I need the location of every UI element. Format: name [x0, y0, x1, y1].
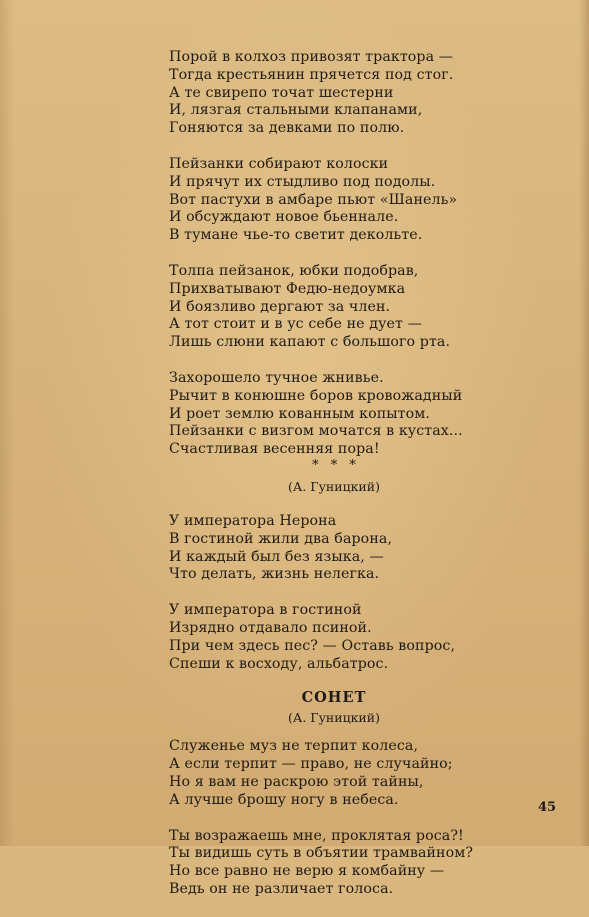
verse-line: У императора в гостиной	[169, 602, 362, 619]
verse-line: В гостиной жили два барона,	[169, 530, 393, 547]
verse-line: Служенье муз не терпит колеса,	[169, 738, 419, 755]
verse-line: При чем здесь пес? — Оставь вопрос,	[169, 637, 456, 654]
verse-line: Захорошело тучное жнивье.	[169, 369, 384, 386]
section-divider: * * *	[312, 457, 360, 473]
verse-line: Гоняются за девками по полю.	[169, 120, 405, 137]
verse-line: Ты видишь суть в объятии трамвайном?	[169, 845, 474, 862]
verse-line: А если терпит — право, не случайно;	[169, 756, 453, 773]
poem1-stanza-4	[169, 370, 499, 459]
verse-line: И, лязгая стальными клапанами,	[169, 102, 423, 119]
verse-line: Порой в колхоз привозят трактора —	[169, 49, 454, 65]
verse-line: Пейзанки собирают колоски	[169, 155, 389, 172]
sonnet-stanza-2	[169, 828, 499, 899]
verse-line: Пейзанки с визгом мочатся в кустах...	[169, 423, 463, 440]
poem1-stanza-3	[169, 263, 499, 352]
verse-line: И прячут их стыдливо под подолы.	[169, 173, 436, 190]
page-edge-right	[579, 0, 589, 846]
poem1-stanza-1	[169, 49, 499, 138]
sonnet-title: СОНЕТ	[301, 689, 367, 707]
poem2-author: (А. Гуницкий)	[288, 478, 380, 494]
verse-line: И боязливо дергают за член.	[169, 298, 391, 315]
verse-line: Рычит в конюшне боров кровожадный	[169, 387, 463, 404]
verse-line: Прихватывают Федю-недоумка	[169, 280, 406, 297]
verse-line: Вот пастухи в амбаре пьют «Шанель»	[169, 191, 458, 208]
verse-line: Но все равно не верю я комбайну —	[169, 863, 445, 880]
verse-line: Лишь слюни капают с большого рта.	[169, 334, 451, 351]
sonnet-author: (А. Гуницкий)	[288, 710, 380, 726]
verse-line: Спеши к восходу, альбатрос.	[169, 655, 389, 672]
verse-line: Ты возражаешь мне, проклятая роса?!	[169, 827, 464, 844]
poem2-stanza-1	[169, 513, 499, 584]
verse-line: Но я вам не раскрою этой тайны,	[169, 773, 424, 790]
verse-line: И обсуждают новое бьеннале.	[169, 209, 399, 226]
poem1-stanza-2	[169, 156, 499, 245]
verse-line: И роет землю кованным копытом.	[169, 405, 431, 422]
verse-line: А лучше брошу ногу в небеса.	[169, 791, 399, 808]
verse-line: Счастливая весенняя пора!	[169, 441, 380, 458]
verse-line: В тумане чье-то светит декольте.	[169, 227, 423, 244]
verse-line: Тогда крестьянин прячется под стог.	[169, 66, 454, 83]
verse-line: Что делать, жизнь нелегка.	[169, 566, 380, 583]
page-edge-left	[0, 0, 14, 846]
verse-line: Изрядно отдавало псиной.	[169, 619, 372, 636]
text-column	[169, 49, 499, 917]
verse-line: А тот стоит и в ус себе не дует —	[169, 316, 422, 333]
verse-line: И каждый был без языка, —	[169, 548, 384, 565]
poem2-stanza-2	[169, 602, 499, 673]
verse-line: А те свирепо точат шестерни	[169, 84, 394, 101]
verse-line: Толпа пейзанок, юбки подобрав,	[169, 262, 419, 279]
verse-line: У императора Нерона	[169, 512, 337, 529]
sonnet-stanza-1	[169, 738, 499, 809]
verse-line: Ведь он не различает голоса.	[169, 880, 394, 897]
page-number: 45	[538, 800, 557, 815]
